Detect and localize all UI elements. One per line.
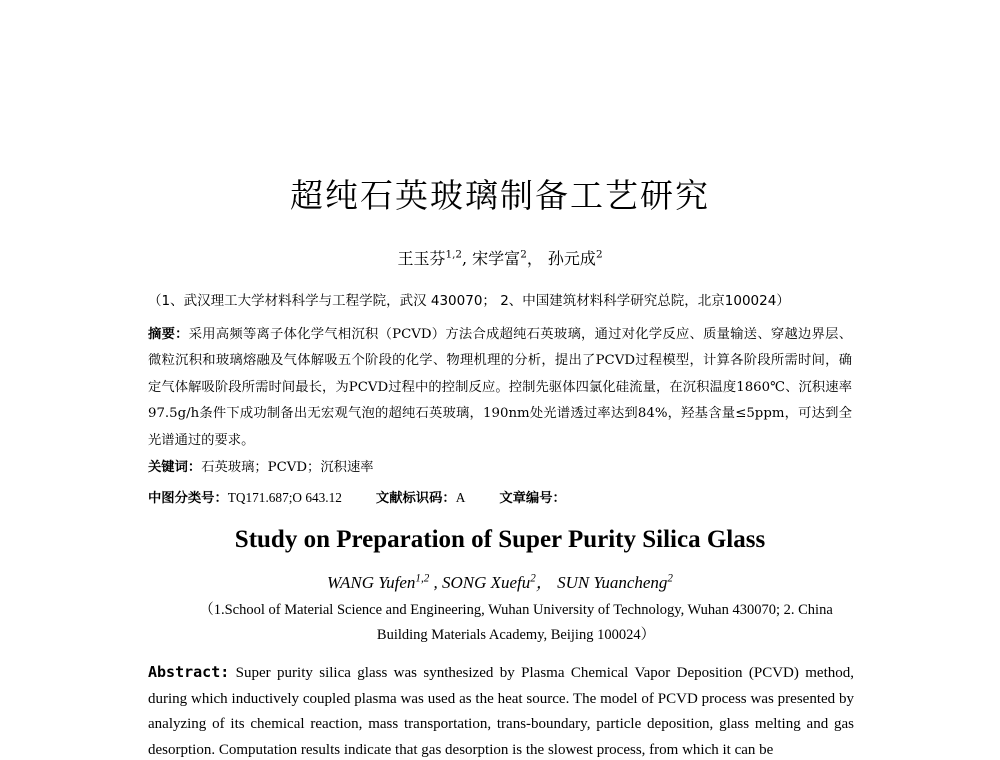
chinese-authors bbox=[0, 246, 1000, 269]
english-authors bbox=[0, 568, 1000, 593]
chinese-title: 超纯石英玻璃制备工艺研究 bbox=[290, 176, 710, 215]
author-name: 孙元成 bbox=[547, 249, 596, 268]
chinese-abstract bbox=[148, 322, 852, 454]
abstract-text: 采用高频等离子体化学气相沉积（PCVD）方法合成超纯石英玻璃，通过对化学反应、质量输送、穿越边界层、微粒沉积和玻璃熔融及气体解吸五个阶段的化学、物理机理的分析，提出了PCVD过程模型，计算各阶段所需时间，确定气体解吸阶段所需时间最长，为PCVD过程中的控制反应。控制先驱体四氯化硅流量，在沉积温度1860℃、沉积速率97.5g/h条件下成功制备出无宏观气泡的超纯石英玻璃，190nm处光谱透过率达到84%，羟基含量≤5ppm，可达到全光谱通过的要求。 bbox=[148, 327, 853, 448]
class-number-label: 中图分类号： bbox=[148, 491, 228, 506]
document-code-value: A bbox=[455, 490, 466, 505]
author-name: WANG Yufen bbox=[327, 573, 416, 592]
english-title: Study on Preparation of Super Purity Silica Glass bbox=[234, 526, 766, 553]
keywords-label: 关键词： bbox=[148, 460, 202, 475]
classification-line bbox=[148, 487, 852, 506]
abstract-label: Abstract: bbox=[148, 663, 230, 681]
author-affil-sup: 2 bbox=[530, 572, 536, 585]
document-code-label: 文献标识码： bbox=[375, 491, 456, 506]
english-affiliation: （1.School of Material Science and Engineering, Wuhan University of Technology, Wuhan 430070; 2. China Building Materials Academy, Beijing 100024） bbox=[199, 602, 833, 643]
author-name: 宋学富 bbox=[472, 249, 521, 268]
chinese-keywords bbox=[148, 456, 852, 475]
keywords-text: 石英玻璃；PCVD；沉积速率 bbox=[201, 460, 374, 475]
chinese-affiliation: （1、武汉理工大学材料科学与工程学院，武汉 430070； 2、中国建筑材料科学研究总院，北京100024） bbox=[148, 293, 790, 309]
author-affil-sup: 1,2 bbox=[445, 248, 462, 261]
author-separator: , bbox=[429, 573, 438, 592]
author-affil-sup: 2 bbox=[667, 572, 673, 585]
author-name: SUN Yuancheng bbox=[557, 573, 668, 592]
author-separator: ， bbox=[526, 249, 543, 268]
author-affil-sup: 1,2 bbox=[415, 572, 430, 585]
author-separator: ， bbox=[535, 573, 553, 592]
author-affil-sup: 2 bbox=[520, 248, 527, 261]
author-name: SONG Xuefu bbox=[441, 573, 531, 592]
author-separator: , bbox=[461, 249, 468, 268]
class-number-value: TQ171.687;O 643.12 bbox=[227, 490, 342, 505]
abstract-text: Super purity silica glass was synthesized by Plasma Chemical Vapor Deposition (PCVD) method, during which inductively coupled plasma was used as the heat source. The model of PCVD process was presented by analyzing of its chemical reaction, mass transportation, trans-boundary, particle deposition, glass melting and gas desorption. Computation results indicate that gas desorption is the slowest process, from which it can be bbox=[148, 665, 855, 758]
article-number-label: 文章编号： bbox=[499, 491, 566, 506]
english-abstract bbox=[148, 660, 854, 760]
author-affil-sup: 2 bbox=[595, 248, 603, 261]
abstract-label: 摘要： bbox=[148, 327, 189, 342]
author-name: 王玉芬 bbox=[397, 249, 446, 268]
